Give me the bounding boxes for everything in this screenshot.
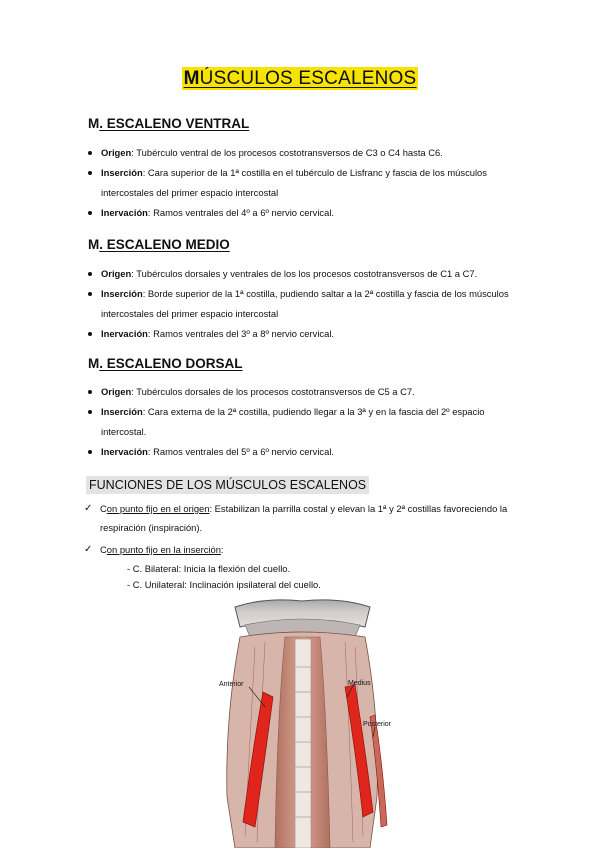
- functions-heading: FUNCIONES DE LOS MÚSCULOS ESCALENOS: [86, 476, 369, 494]
- list-escaleno-dorsal: [88, 382, 528, 462]
- label-anterior: Anterior: [219, 681, 244, 688]
- function-item-origin: ✓ Con punto fijo en el origen: Estabilizan la parrilla costal y elevan la 1ª y 2ª costillas favoreciendo la respiración (inspiración).: [86, 499, 526, 537]
- list-item: Origen: Tubérculos dorsales y ventrales de los los procesos costotransversos de C1 a C7.: [88, 264, 528, 284]
- list-item: Inervación: Ramos ventrales del 3º a 8º nervio cervical.: [88, 324, 528, 344]
- list-item: Inervación: Ramos ventrales del 5º a 6º nervio cervical.: [88, 442, 528, 462]
- list-item: Inserción: Cara superior de la 1ª costilla en el tubérculo de Lisfranc y fascia de los músculos intercostales del primer espacio intercostal: [88, 163, 528, 203]
- title-first-letter: M: [183, 68, 200, 89]
- list-item: Origen: Tubérculo ventral de los procesos costotransversos de C3 o C4 hasta C6.: [88, 143, 528, 163]
- neck-anatomy-drawing: [205, 597, 400, 848]
- check-icon: ✓: [84, 503, 93, 514]
- function-item-insertion: ✓ Con punto fijo en la inserción:: [86, 540, 526, 559]
- heading-escaleno-ventral: M. ESCALENO VENTRAL: [88, 116, 250, 131]
- page-title: [0, 68, 600, 90]
- list-item: Inserción: Borde superior de la 1ª costilla, pudiendo saltar a la 2ª costilla y fascia de los músculos intercostales del primer espacio intercostal: [88, 284, 528, 324]
- list-item: Origen: Tubérculos dorsales de los procesos costotransversos de C5 a C7.: [88, 382, 528, 402]
- label-posterior: Posterior: [363, 721, 392, 728]
- heading-escaleno-dorsal: M. ESCALENO DORSAL: [88, 356, 243, 371]
- list-item: Inervación: Ramos ventrales del 4º a 6º nervio cervical.: [88, 203, 528, 223]
- scalene-muscles-illustration: [205, 597, 400, 848]
- check-icon: ✓: [84, 544, 93, 555]
- sub-bilateral: - C. Bilateral: Inicia la flexión del cuello.: [127, 563, 291, 574]
- label-medius: Medius: [348, 680, 371, 687]
- list-escaleno-medio: [88, 264, 528, 344]
- list-item: Inserción: Cara externa de la 2ª costilla, pudiendo llegar a la 3ª y en la fascia del 2º espacio intercostal.: [88, 402, 528, 442]
- sub-unilateral: - C. Unilateral: Inclinación ipsilateral del cuello.: [127, 579, 321, 590]
- list-escaleno-ventral: [88, 143, 528, 223]
- heading-escaleno-medio: M. ESCALENO MEDIO: [88, 237, 230, 252]
- title-rest: ÚSCULOS ESCALENOS: [199, 68, 417, 89]
